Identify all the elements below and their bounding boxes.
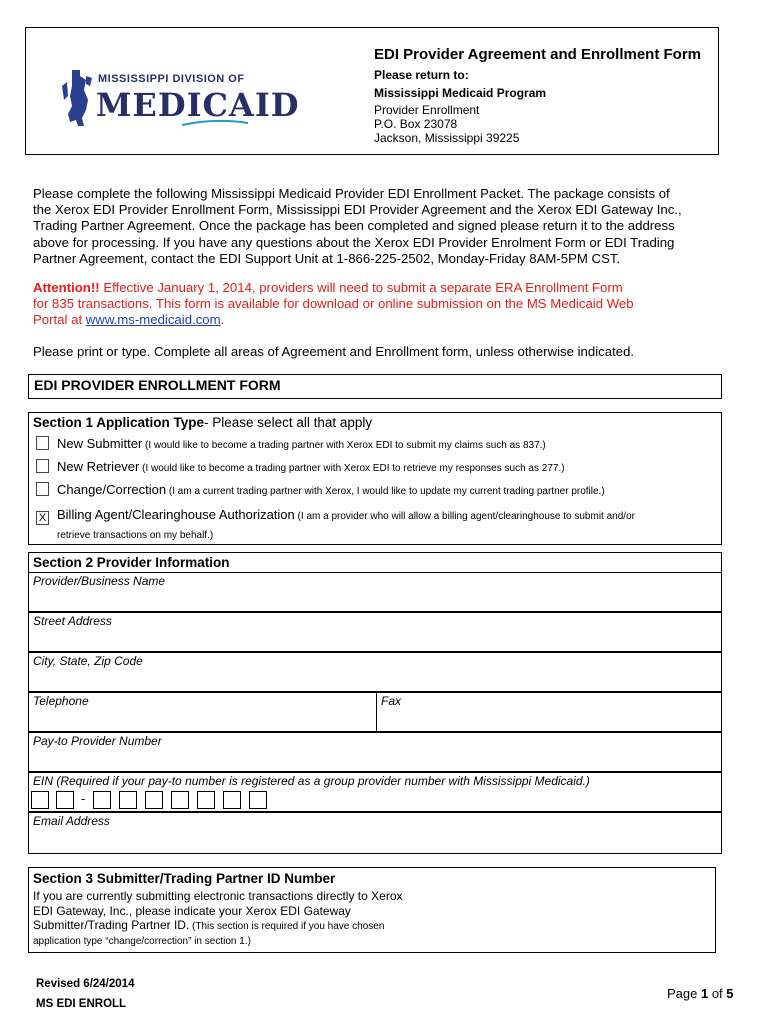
section3-title: Section 3 Submitter/Trading Partner ID Number [33,871,336,886]
section3-line: Submitter/Trading Partner ID. [33,918,190,932]
ein-digit-box[interactable] [119,791,137,809]
section1-title [33,415,372,430]
option-billing-agent[interactable] [36,507,635,525]
attention-bold: Attention!! [33,280,100,295]
page-current: 1 [700,986,709,1001]
ein-digit-box[interactable] [56,791,74,809]
intro-line: above for processing. If you have any questions about the Xerox EDI Provider Enrolment Form or EDI Trading [33,234,675,250]
payto-label: Pay-to Provider Number [33,734,162,748]
address-line1: Provider Enrollment [374,103,480,117]
revised-date: Revised 6/24/2014 [36,978,135,990]
ein-digit-box[interactable] [171,791,189,809]
attention-text: for 835 transactions. This form is available for download or online submission on the MS Medicaid Web [33,296,634,312]
ein-label: EIN (Required if your pay-to number is registered as a group provider number with Mississippi Medicaid.) [33,774,590,788]
page-of: of [708,986,727,1001]
email-field[interactable] [28,812,722,854]
logo-line2: MEDICAID [96,86,300,124]
business-name-label: Provider/Business Name [33,574,166,588]
page-prefix: Page [667,986,701,1001]
city-state-zip-label: City, State, Zip Code [33,654,143,668]
telephone-field[interactable] [29,693,377,731]
option-new-submitter[interactable] [36,436,546,451]
ein-digit-box[interactable] [145,791,163,809]
intro-line: the Xerox EDI Provider Enrollment Form, Mississippi EDI Provider Agreement and the Xerox EDI Gateway Inc., [33,202,682,218]
attention-text: Effective January 1, 2014, providers will need to submit a separate ERA Enrollment Form [99,280,623,295]
city-state-zip-field[interactable] [28,652,722,692]
option-desc-cont [57,526,213,541]
phone-fax-row [28,692,722,732]
ein-dash: - [81,791,86,806]
option-label: New Submitter [57,436,143,451]
telephone-label: Telephone [33,694,89,708]
street-address-field[interactable] [28,612,722,652]
email-label: Email Address [33,814,110,828]
option-change-correction[interactable] [36,482,605,497]
option-desc-line2: retrieve transactions on my behalf.) [57,530,214,541]
section3-text [33,889,403,949]
section2-title: Section 2 Provider Information [33,555,230,570]
instruction-text: Please print or type. Complete all areas of Agreement and Enrollment form, unless otherwise indicated. [33,344,635,359]
section3-note: application type “change/correction” in section 1.) [33,935,251,947]
intro-line: Trading Partner Agreement. Once the package has been completed and signed please return it to the address [33,218,675,234]
checkbox-checked[interactable]: X [36,511,49,525]
option-label: Billing Agent/Clearinghouse Authorization [57,507,295,522]
fax-field[interactable] [377,693,721,731]
option-desc: (I am a provider who will allow a billing agent/clearinghouse to submit and/or [294,511,635,522]
option-new-retriever[interactable] [36,459,565,474]
medicaid-portal-link[interactable]: www.ms-medicaid.com [85,312,221,328]
page-number [667,986,734,1001]
street-address-label: Street Address [33,614,112,628]
ein-field [28,772,722,812]
payto-field[interactable] [28,732,722,772]
address-line2: P.O. Box 23078 [374,117,458,131]
option-desc: (I would like to become a trading partner with Xerox EDI to submit my claims such as 837.) [142,440,546,451]
intro-line: Partner Agreement, contact the EDI Support Unit at 1-866-225-2502, Monday-Friday 8AM-5PM CST. [33,250,621,266]
logo-swoosh-icon [180,118,250,128]
section3-line: EDI Gateway, Inc., please indicate your Xerox EDI Gateway [33,903,351,918]
mississippi-state-logo-icon [58,66,98,130]
intro-line: Please complete the following Mississippi Medicaid Provider EDI Enrollment Packet. The package consists of [33,186,670,201]
section1-title-text: Section 1 Application Type [33,415,205,430]
program-name: Mississippi Medicaid Program [374,86,547,100]
form-title: EDI Provider Agreement and Enrollment Form [374,46,702,63]
ein-digit-box[interactable] [223,791,241,809]
option-label: Change/Correction [57,482,167,497]
section1-subtitle: - Please select all that apply [204,415,373,430]
fax-label: Fax [381,694,402,708]
return-label: Please return to: [374,68,469,82]
intro-paragraph [33,186,723,267]
option-desc: (I am a current trading partner with Xerox, I would like to update my current trading partner profile.) [166,486,605,497]
address-line3: Jackson, Mississippi 39225 [374,131,520,145]
business-name-field[interactable] [28,572,722,612]
checkbox[interactable] [36,436,49,450]
enrollment-form-title: EDI PROVIDER ENROLLMENT FORM [34,377,281,393]
attention-text: . [220,312,225,328]
ein-digit-box[interactable] [197,791,215,809]
attention-paragraph [33,280,723,329]
checkbox[interactable] [36,482,49,496]
page-total: 5 [726,986,734,1001]
section3-note: (This section is required if you have chosen [189,921,385,932]
form-code: MS EDI ENROLL [36,998,127,1010]
option-label: New Retriever [57,459,140,474]
logo-line1: MISSISSIPPI DIVISION OF [98,73,245,85]
ein-digit-box[interactable] [31,791,49,809]
option-desc: (I would like to become a trading partner with Xerox EDI to retrieve my responses such as 277.) [139,463,565,474]
ein-digit-box[interactable] [93,791,111,809]
checkbox[interactable] [36,459,49,473]
section3-line: If you are currently submitting electronic transactions directly to Xerox [33,889,403,903]
attention-text: Portal at [33,312,86,328]
ein-digit-box[interactable] [249,791,267,809]
